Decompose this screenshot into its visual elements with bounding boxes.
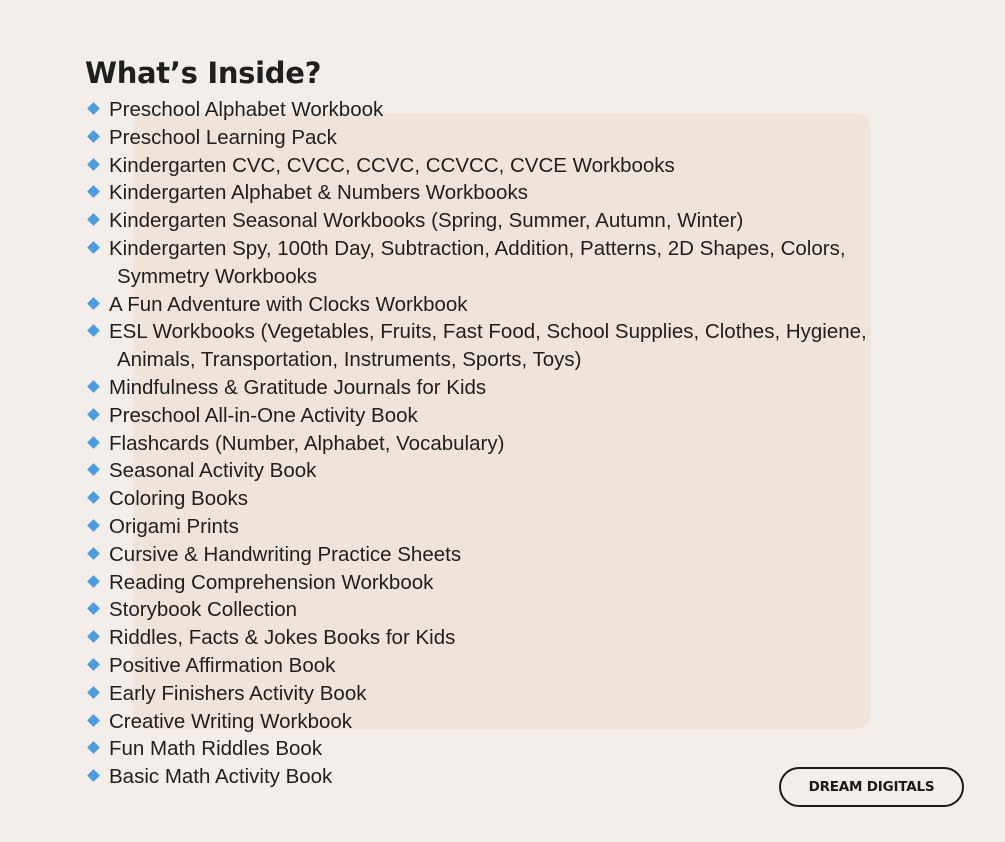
list-item	[85, 96, 925, 124]
diamond-bullet-icon	[87, 325, 100, 338]
list-item-label-continued: Animals, Transportation, Instruments, Sports, Toys)	[117, 348, 582, 372]
list-item	[85, 708, 925, 736]
list-item-label: Cursive & Handwriting Practice Sheets	[109, 542, 462, 566]
list-item	[85, 652, 925, 680]
diamond-bullet-icon	[87, 380, 100, 393]
list-item	[85, 596, 925, 624]
diamond-bullet-icon	[87, 575, 100, 588]
diamond-bullet-icon	[87, 547, 100, 560]
list-item	[85, 541, 925, 569]
list-item	[85, 485, 925, 513]
list-item	[85, 152, 925, 180]
list-item-label: Kindergarten Alphabet & Numbers Workbooks	[109, 181, 528, 205]
diamond-bullet-icon	[87, 158, 100, 171]
list-item	[85, 680, 925, 708]
diamond-bullet-icon	[87, 436, 100, 449]
list-item-label: Reading Comprehension Workbook	[109, 570, 434, 594]
list-item-label: Fun Math Riddles Book	[109, 737, 323, 761]
diamond-bullet-icon	[87, 130, 100, 143]
list-item-label: Kindergarten Spy, 100th Day, Subtraction, Addition, Patterns, 2D Shapes, Colors,	[109, 236, 846, 260]
list-item-label: A Fun Adventure with Clocks Workbook	[109, 292, 468, 316]
list-item	[85, 735, 925, 763]
diamond-bullet-icon	[87, 463, 100, 476]
list-item-label: Origami Prints	[109, 514, 239, 538]
list-item-label: Preschool All-in-One Activity Book	[109, 403, 418, 427]
list-item-label: Positive Affirmation Book	[109, 653, 336, 677]
diamond-bullet-icon	[87, 686, 100, 699]
diamond-bullet-icon	[87, 241, 100, 254]
list-item	[85, 513, 925, 541]
list-item	[85, 569, 925, 597]
diamond-bullet-icon	[87, 186, 100, 199]
list-item	[85, 235, 925, 291]
list-item	[85, 179, 925, 207]
diamond-bullet-icon	[87, 769, 100, 782]
diamond-bullet-icon	[87, 658, 100, 671]
diamond-bullet-icon	[87, 741, 100, 754]
list-item	[85, 207, 925, 235]
list-item	[85, 402, 925, 430]
diamond-bullet-icon	[87, 491, 100, 504]
list-item-label: Mindfulness & Gratitude Journals for Kids	[109, 375, 487, 399]
list-item	[85, 430, 925, 458]
list-item-label-continued: Symmetry Workbooks	[117, 264, 318, 288]
brand-badge: DREAM DIGITALS	[779, 767, 964, 807]
list-item-label: Coloring Books	[109, 487, 249, 511]
list-item-label: Early Finishers Activity Book	[109, 681, 367, 705]
list-item-label: Seasonal Activity Book	[109, 459, 317, 483]
list-item-label: Kindergarten Seasonal Workbooks (Spring, Summer, Autumn, Winter)	[109, 209, 744, 233]
list-item	[85, 457, 925, 485]
list-item	[85, 291, 925, 319]
diamond-bullet-icon	[87, 102, 100, 115]
list-item-label: Storybook Collection	[109, 598, 298, 622]
list-item-label: Riddles, Facts & Jokes Books for Kids	[109, 626, 456, 650]
diamond-bullet-icon	[87, 602, 100, 615]
diamond-bullet-icon	[87, 630, 100, 643]
list-item	[85, 624, 925, 652]
list-item-label: Basic Math Activity Book	[109, 765, 333, 789]
list-item-label: Flashcards (Number, Alphabet, Vocabulary)	[109, 431, 505, 455]
diamond-bullet-icon	[87, 714, 100, 727]
list-item	[85, 124, 925, 152]
content-area	[85, 54, 925, 791]
page-title: What’s Inside?	[85, 56, 322, 90]
list-item-label: Preschool Alphabet Workbook	[109, 98, 384, 121]
diamond-bullet-icon	[87, 213, 100, 226]
diamond-bullet-icon	[87, 408, 100, 421]
list-item-label: ESL Workbooks (Vegetables, Fruits, Fast Food, School Supplies, Clothes, Hygiene,	[109, 320, 867, 344]
diamond-bullet-icon	[87, 519, 100, 532]
diamond-bullet-icon	[87, 297, 100, 310]
list-item-label: Preschool Learning Pack	[109, 125, 337, 149]
list-item-label: Kindergarten CVC, CVCC, CCVC, CCVCC, CVCE Workbooks	[109, 153, 675, 177]
list-item-label: Creative Writing Workbook	[109, 709, 353, 733]
list-item	[85, 318, 925, 374]
list-item	[85, 374, 925, 402]
contents-list	[85, 96, 925, 791]
